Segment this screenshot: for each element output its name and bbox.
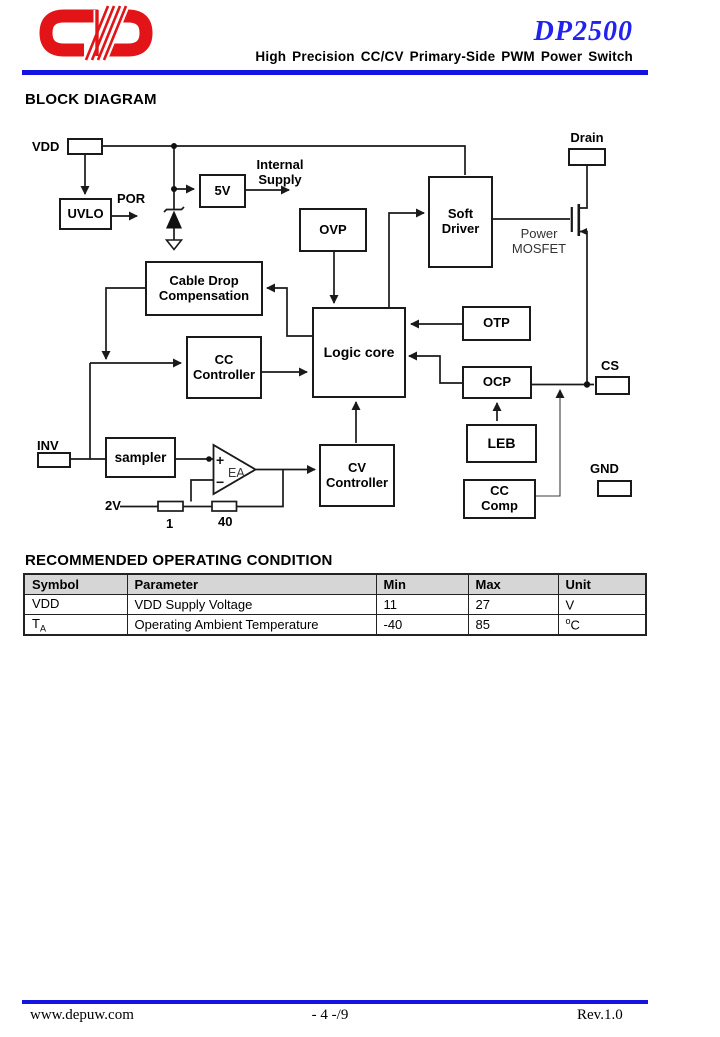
internal-supply-line1: Internal <box>256 157 304 172</box>
resistor-40 <box>212 502 237 512</box>
ea-label: EA <box>228 466 245 480</box>
footer-revision: Rev.1.0 <box>577 1007 623 1023</box>
ea-plus-sign: + <box>216 452 225 468</box>
ground-symbol <box>167 240 182 250</box>
cell-max: 85 <box>468 615 558 636</box>
table-row <box>24 595 646 615</box>
ovp-block: OVP <box>299 208 367 252</box>
col-header-max: Max <box>468 574 558 595</box>
block-diagram-title: BLOCK DIAGRAM <box>25 91 157 108</box>
cell-parameter: Operating Ambient Temperature <box>127 615 376 636</box>
cell-unit: $^o$C <box>558 615 646 636</box>
cell-symbol: $T_A$ <box>24 615 127 636</box>
gnd-pin-label: GND <box>590 461 619 476</box>
cc-comp-wire <box>536 390 560 496</box>
leb-block: LEB <box>466 424 537 463</box>
col-header-min: Min <box>376 574 468 595</box>
internal-supply-line2: Supply <box>258 172 302 187</box>
cable-drop-block <box>145 261 263 316</box>
cv-controller-line1: CV <box>347 459 367 475</box>
power-mosfet-line2: MOSFET <box>511 241 567 256</box>
resistor-1-label: 1 <box>166 516 174 531</box>
drain-pin <box>568 148 606 166</box>
power-mosfet-symbol <box>572 166 587 383</box>
resistor-40-label: 40 <box>218 514 233 529</box>
cs-pin-label: CS <box>601 358 620 373</box>
vdd-pin <box>67 138 103 155</box>
por-label: POR <box>117 191 146 206</box>
footer-page-number: - 4 -/9 <box>311 1007 349 1023</box>
col-header-parameter: Parameter <box>127 574 376 595</box>
power-mosfet-line1: Power <box>520 226 558 241</box>
internal-supply-label <box>246 157 314 187</box>
power-mosfet-label <box>502 226 576 256</box>
table-row <box>24 615 646 636</box>
inv-pin <box>37 452 71 468</box>
soft-driver-line1: Soft <box>447 206 474 222</box>
vdd-pin-label: VDD <box>32 139 60 154</box>
soft-driver-block <box>428 176 493 268</box>
cell-min: -40 <box>376 615 468 636</box>
cc-controller-block <box>186 336 262 399</box>
otp-block: OTP <box>462 306 531 341</box>
cc-controller-line2: Controller <box>192 366 256 382</box>
cell-unit: V <box>558 595 646 615</box>
5v-regulator-block: 5V <box>199 174 246 208</box>
product-subtitle: High Precision CC/CV Primary-Side PWM Power Switch <box>255 49 633 64</box>
cable-drop-line1: Cable Drop <box>169 272 239 288</box>
cv-controller-block <box>319 444 395 507</box>
2v-reference-label: 2V <box>105 498 121 513</box>
inv-pin-label: INV <box>37 438 59 453</box>
product-title: DP2500 <box>533 16 633 47</box>
cc-comp-line1: CC <box>490 483 509 499</box>
resistor-1 <box>158 502 183 512</box>
table-header-row <box>24 574 646 595</box>
cs-pin <box>595 376 630 395</box>
zener-diode-symbol <box>164 207 184 240</box>
gnd-pin <box>597 480 632 497</box>
cell-symbol: VDD <box>24 595 127 615</box>
soft-driver-line2: Driver <box>441 221 480 236</box>
cv-controller-line2: Controller <box>325 474 389 490</box>
footer-rule <box>22 1000 648 1004</box>
cc-comp-block <box>463 479 536 519</box>
cell-parameter: VDD Supply Voltage <box>127 595 376 615</box>
cell-min: 11 <box>376 595 468 615</box>
ea-minus-sign: − <box>216 474 225 490</box>
footer-website: www.depuw.com <box>30 1007 134 1023</box>
logic-core-block: Logic core <box>312 307 406 398</box>
cable-drop-line2: Compensation <box>158 287 250 303</box>
error-amp-symbol <box>214 445 256 494</box>
sampler-block: sampler <box>105 437 176 478</box>
cc-controller-line1: CC <box>214 351 234 367</box>
col-header-symbol: Symbol <box>24 574 127 595</box>
uvlo-block: UVLO <box>59 198 112 230</box>
cell-max: 27 <box>468 595 558 615</box>
ocp-block: OCP <box>462 366 532 399</box>
drain-pin-label: Drain <box>570 130 604 145</box>
operating-conditions-table <box>23 573 647 636</box>
cc-comp-line2: Comp <box>481 498 518 513</box>
col-header-unit: Unit <box>558 574 646 595</box>
operating-conditions-title: RECOMMENDED OPERATING CONDITION <box>25 552 333 569</box>
